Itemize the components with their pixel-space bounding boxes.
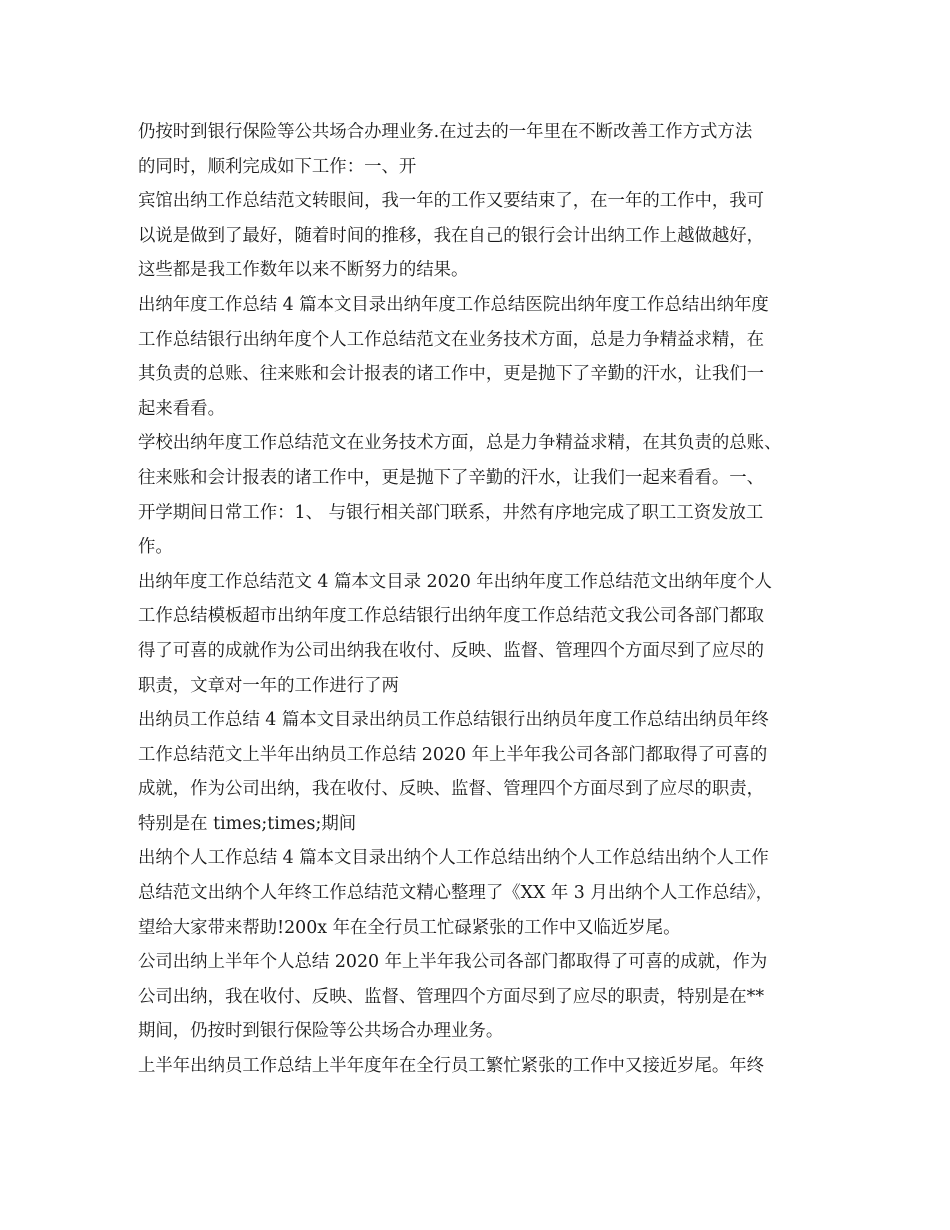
text-line: 上半年出纳员工作总结上半年度年在全行员工繁忙紧张的工作中又接近岁尾。年终 bbox=[138, 1056, 765, 1077]
text-line: 出纳员工作总结 4 篇本文目录出纳员工作总结银行出纳员年度工作总结出纳员年终 bbox=[138, 710, 769, 731]
text-line: 开学期间日常工作：1、 与银行相关部门联系，井然有序地完成了职工工资发放工 bbox=[138, 502, 764, 523]
text-line: 工作总结银行出纳年度个人工作总结范文在业务技术方面，总是力争精益求精，在 bbox=[138, 329, 765, 350]
text-line: 望给大家带来帮助!200x 年在全行员工忙碌紧张的工作中又临近岁尾。 bbox=[138, 917, 681, 938]
text-line: 学校出纳年度工作总结范文在业务技术方面，总是力争精益求精，在其负责的总账、 bbox=[138, 433, 782, 454]
text-line: 工作总结范文上半年出纳员工作总结 2020 年上半年我公司各部门都取得了可喜的 bbox=[138, 744, 768, 765]
text-line: 职责，文章对一年的工作进行了两 bbox=[138, 675, 399, 696]
text-line: 的同时，顺利完成如下工作：一、开 bbox=[138, 156, 417, 177]
text-line: 出纳个人工作总结 4 篇本文目录出纳个人工作总结出纳个人工作总结出纳个人工作 bbox=[138, 848, 769, 869]
text-line: 以说是做到了最好，随着时间的推移，我在自己的银行会计出纳工作上越做越好， bbox=[138, 225, 765, 246]
text-line: 出纳年度工作总结 4 篇本文目录出纳年度工作总结医院出纳年度工作总结出纳年度 bbox=[138, 294, 769, 315]
text-line: 这些都是我工作数年以来不断努力的结果。 bbox=[138, 260, 469, 281]
text-line: 公司出纳，我在收付、反映、监督、管理四个方面尽到了应尽的职责，特别是在** bbox=[138, 986, 765, 1007]
text-line: 得了可喜的成就作为公司出纳我在收付、反映、监督、管理四个方面尽到了应尽的 bbox=[138, 640, 765, 661]
text-line: 特别是在 times;times;期间 bbox=[138, 813, 357, 834]
text-line: 宾馆出纳工作总结范文转眼间，我一年的工作又要结束了，在一年的工作中，我可 bbox=[138, 191, 765, 212]
text-line: 成就，作为公司出纳，我在收付、反映、监督、管理四个方面尽到了应尽的职责， bbox=[138, 779, 765, 800]
text-line: 其负责的总账、往来账和会计报表的诸工作中，更是抛下了辛勤的汗水，让我们一 bbox=[138, 364, 765, 385]
text-line: 起来看看。 bbox=[138, 398, 225, 419]
text-line: 出纳年度工作总结范文 4 篇本文目录 2020 年出纳年度工作总结范文出纳年度个人 bbox=[138, 571, 772, 592]
text-line: 作。 bbox=[138, 537, 173, 558]
text-line: 总结范文出纳个人年终工作总结范文精心整理了《XX 年 3 月出纳个人工作总结》， bbox=[138, 883, 773, 904]
text-line: 往来账和会计报表的诸工作中，更是抛下了辛勤的汗水，让我们一起来看看。一、 bbox=[138, 467, 765, 488]
text-line: 公司出纳上半年个人总结 2020 年上半年我公司各部门都取得了可喜的成就，作为 bbox=[138, 952, 768, 973]
text-line: 期间，仍按时到银行保险等公共场合办理业务。 bbox=[138, 1021, 504, 1042]
document-body bbox=[138, 115, 828, 1084]
text-line: 工作总结模板超市出纳年度工作总结银行出纳年度工作总结范文我公司各部门都取 bbox=[138, 606, 765, 627]
text-line: 仍按时到银行保险等公共场合办理业务.在过去的一年里在不断改善工作方式方法 bbox=[138, 122, 753, 142]
